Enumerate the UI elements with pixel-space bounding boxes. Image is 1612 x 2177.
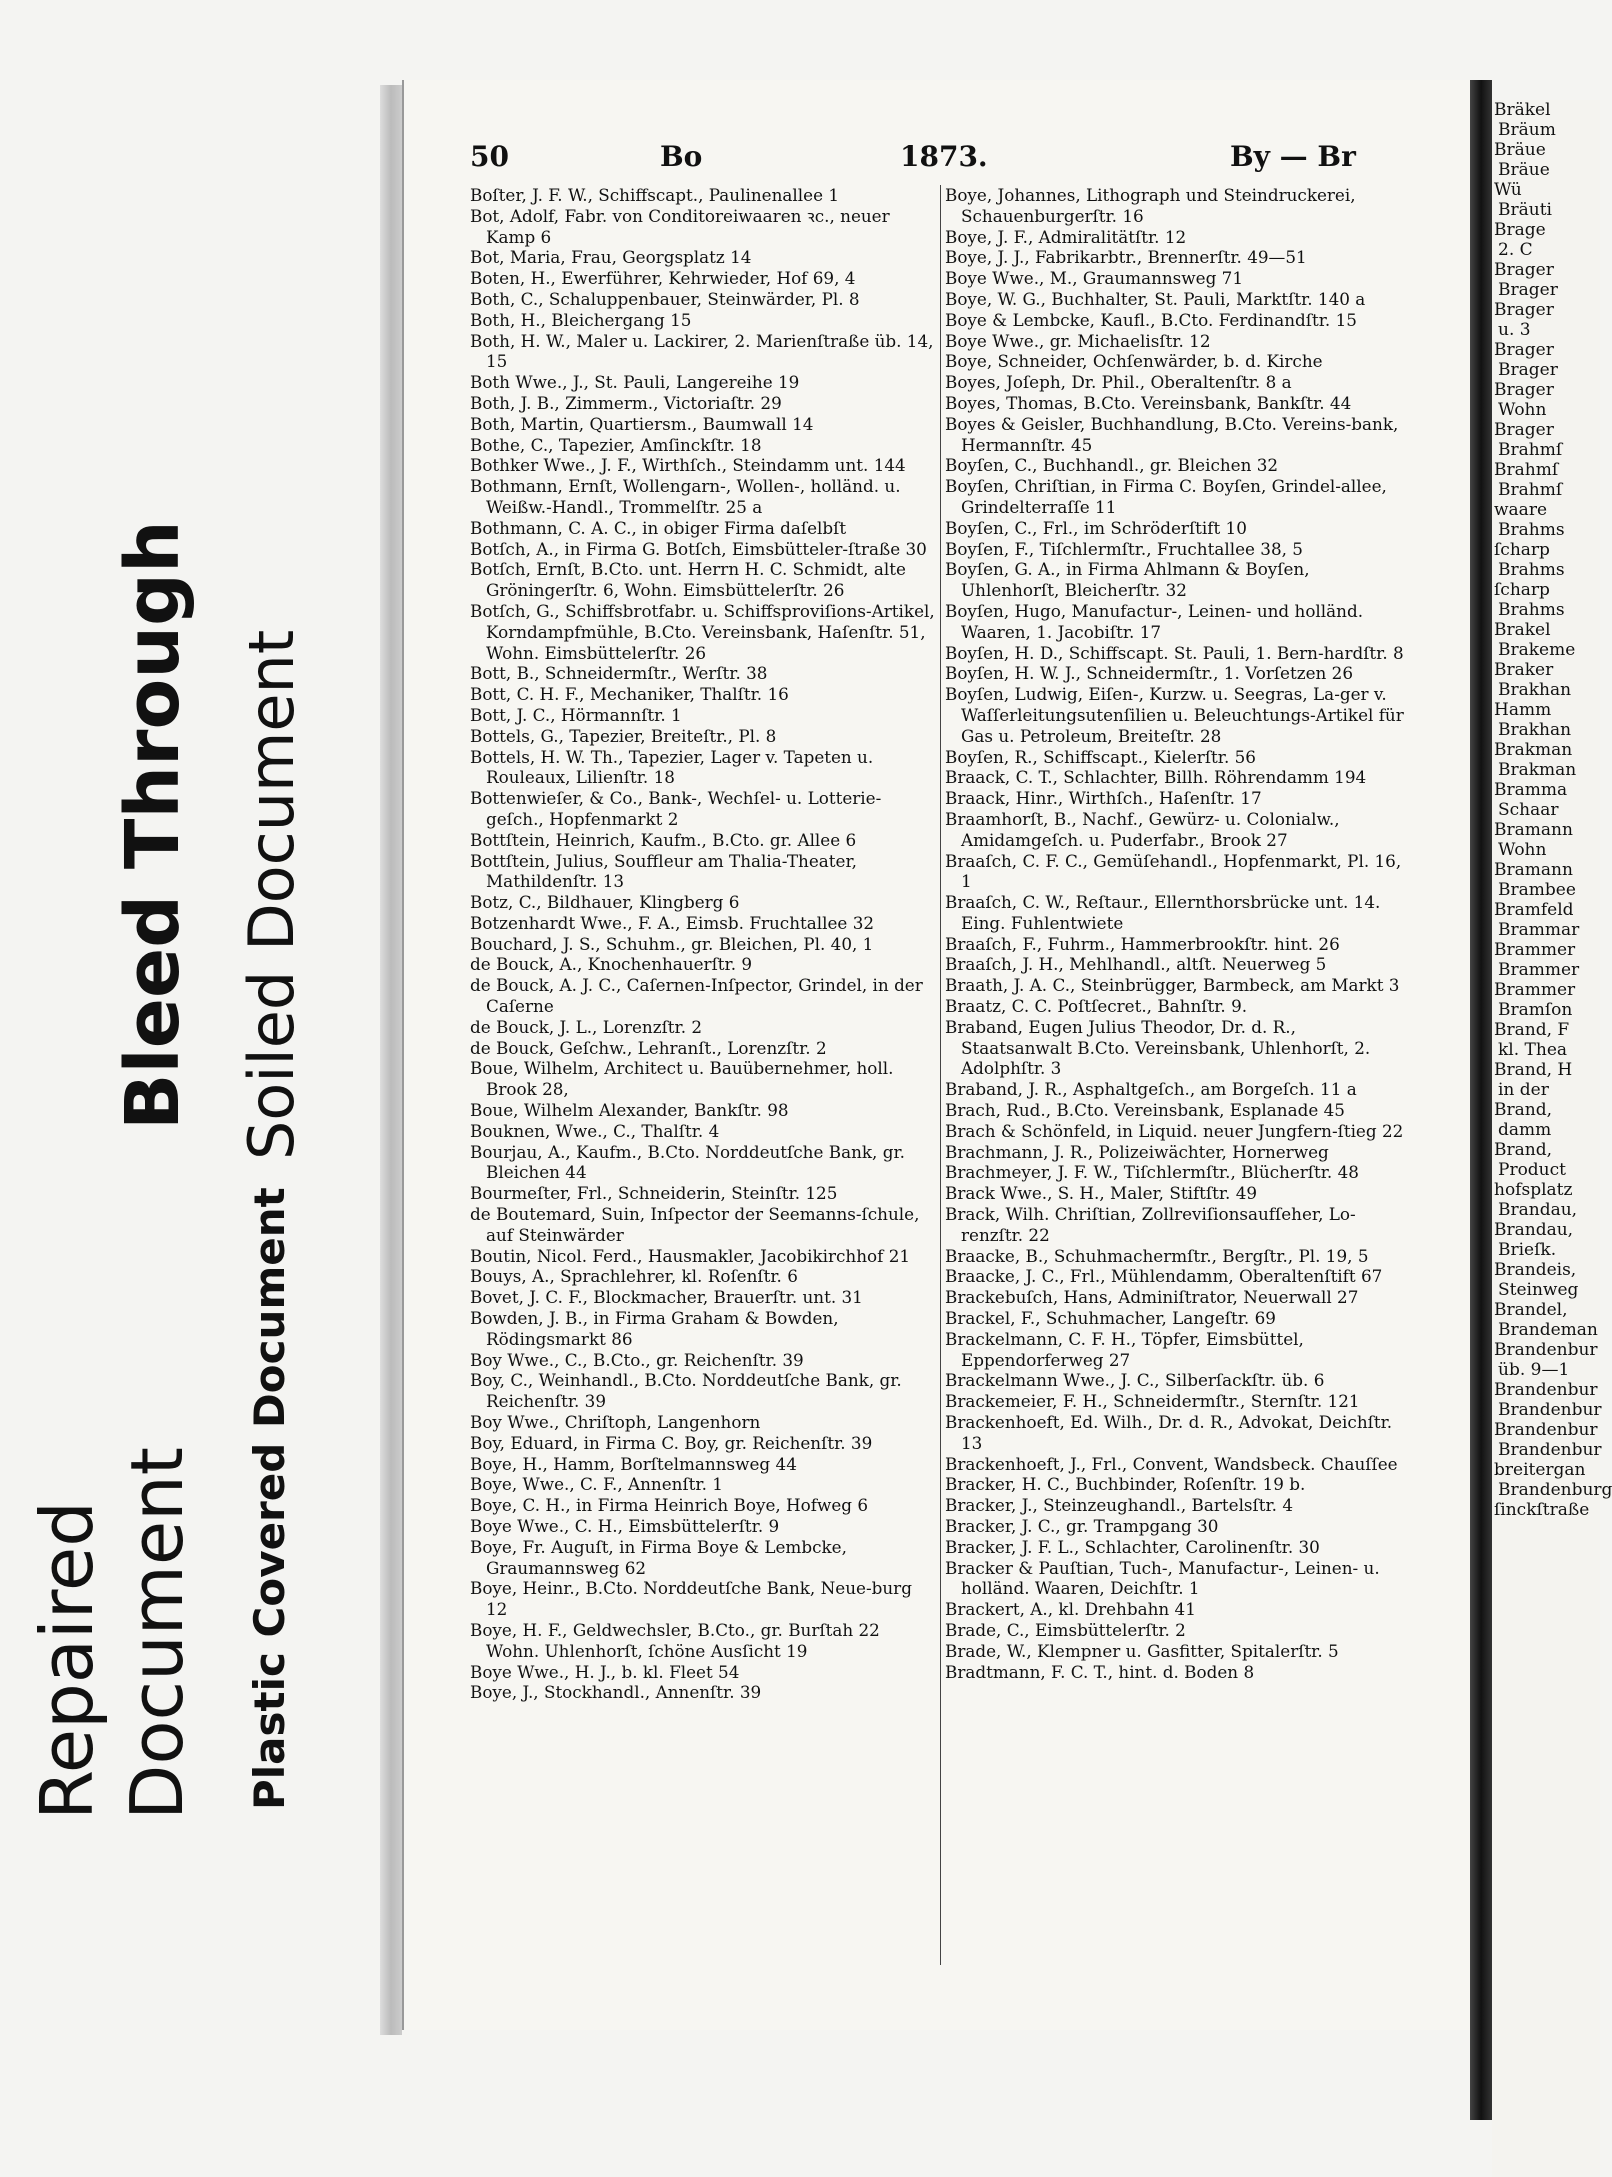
adjacent-page-text: u. 3 bbox=[1498, 320, 1531, 340]
adjacent-page-text: Bräum bbox=[1498, 120, 1556, 140]
directory-entry: Boyſen, H. W. J., Schneidermſtr., 1. Vorſetzen 26 bbox=[945, 663, 1353, 684]
adjacent-page-text: Brager bbox=[1494, 340, 1554, 360]
adjacent-page-text: Brammer bbox=[1494, 980, 1576, 1000]
directory-entry: Boyſen, G. A., in Firma Ahlmann & Boyſen, Uhlenhorſt, Bleicherſtr. 32 bbox=[945, 559, 1310, 601]
adjacent-page-text: Brammer bbox=[1494, 940, 1576, 960]
adjacent-page-text: Bramſon bbox=[1498, 1000, 1573, 1020]
directory-entry: Boye, J., Stockhandl., Annenſtr. 39 bbox=[470, 1682, 762, 1703]
directory-entry: Brack Wwe., S. H., Maler, Stiftſtr. 49 bbox=[945, 1183, 1258, 1204]
adjacent-page-text: Brambee bbox=[1498, 880, 1576, 900]
directory-entry: Bovet, J. C. F., Blockmacher, Brauerſtr. unt. 31 bbox=[470, 1287, 863, 1308]
adjacent-page-text: Brandenbur bbox=[1498, 1440, 1602, 1460]
directory-entry: Bottſtein, Heinrich, Kaufm., B.Cto. gr. Allee 6 bbox=[470, 829, 857, 850]
directory-entry: Boye Wwe., C. H., Eimsbüttelerſtr. 9 bbox=[470, 1516, 780, 1536]
directory-entry: Botz, C., Bildhauer, Klingberg 6 bbox=[470, 892, 740, 913]
adjacent-page-text: Hamm bbox=[1494, 700, 1552, 720]
adjacent-page-fragment bbox=[1492, 100, 1612, 2177]
directory-entry: Bouchard, J. S., Schuhm., gr. Bleichen, Pl. 40, 1 bbox=[470, 933, 874, 954]
adjacent-page-text: Braker bbox=[1494, 660, 1554, 680]
directory-entry: Boy Wwe., C., B.Cto., gr. Reichenſtr. 39 bbox=[470, 1349, 804, 1370]
label-plastic-covered-document: Plastic Covered Document bbox=[245, 1187, 294, 1810]
directory-entry: Brackert, A., kl. Drehbahn 41 bbox=[945, 1599, 1196, 1620]
adjacent-page-text: Schaar bbox=[1498, 800, 1559, 820]
directory-entry: Boyes, Thomas, B.Cto. Vereinsbank, Bankſtr. 44 bbox=[945, 392, 1352, 413]
directory-entry: Botſch, Ernſt, B.Cto. unt. Herrn H. C. Schmidt, alte Gröningerſtr. 6, Wohn. Eimsbüttelerſtr. 26 bbox=[470, 559, 906, 601]
directory-entry: Brachmann, J. R., Polizeiwächter, Hornerweg bbox=[945, 1141, 1329, 1162]
adjacent-page-text: Brammer bbox=[1498, 960, 1580, 980]
adjacent-page-text: Wohn bbox=[1498, 840, 1547, 860]
directory-entry: Bottels, H. W. Th., Tapezier, Lager v. Tapeten u. Rouleaux, Lilienſtr. 18 bbox=[470, 746, 874, 788]
page-header bbox=[470, 140, 1430, 180]
adjacent-page-text: Brager bbox=[1498, 360, 1558, 380]
directory-entry: de Bouck, Geſchw., Lehranſt., Lorenzſtr. 2 bbox=[470, 1037, 827, 1058]
directory-entry: Braath, J. A. C., Steinbrügger, Barmbeck, am Markt 3 bbox=[945, 975, 1400, 996]
adjacent-page-text: 2. C bbox=[1498, 240, 1533, 260]
directory-entry: Boten, H., Ewerführer, Kehrwieder, Hof 69, 4 bbox=[470, 268, 856, 289]
directory-entry: Boye, C. H., in Firma Heinrich Boye, Hofweg 6 bbox=[470, 1495, 869, 1516]
adjacent-page-text: Brakhan bbox=[1498, 680, 1572, 700]
directory-entry: Boye, Schneider, Ochſenwärder, b. d. Kirche bbox=[945, 351, 1323, 372]
directory-entry: Boyſen, F., Tiſchlermſtr., Fruchtallee 38, 5 bbox=[945, 538, 1303, 559]
left-running-head: Bo bbox=[660, 140, 703, 173]
label-bleed-through: Bleed Through bbox=[110, 520, 196, 1130]
directory-entry: Bottenwieſer, & Co., Bank-, Wechſel- u. Lotterie-geſch., Hopfenmarkt 2 bbox=[470, 788, 882, 829]
adjacent-page-text: waare bbox=[1494, 500, 1548, 520]
directory-entry: Braack, C. T., Schlachter, Billh. Röhrendamm 194 bbox=[945, 767, 1367, 788]
adjacent-page-text: Wohn bbox=[1498, 400, 1547, 420]
directory-entry: Boye, J. J., Fabrikarbtr., Brennerſtr. 49—51 bbox=[945, 247, 1307, 268]
adjacent-page-text: Brandel, bbox=[1494, 1300, 1568, 1320]
adjacent-page-text: Brammar bbox=[1498, 920, 1580, 940]
page-edge-shadow bbox=[380, 85, 402, 2035]
directory-entry: Boyes, Joſeph, Dr. Phil., Oberaltenſtr. 8 a bbox=[945, 372, 1292, 393]
directory-entry: Boye, H., Hamm, Borſtelmannsweg 44 bbox=[470, 1453, 797, 1474]
directory-entry: Boye, Wwe., C. F., Annenſtr. 1 bbox=[470, 1474, 723, 1495]
directory-entry: Bothker Wwe., J. F., Wirthſch., Steindamm unt. 144 bbox=[470, 455, 906, 476]
adjacent-page-text: Bramfeld bbox=[1494, 900, 1574, 920]
directory-entry: Bracker, J. C., gr. Trampgang 30 bbox=[945, 1516, 1219, 1536]
directory-entry: de Boutemard, Suin, Inſpector der Seemanns-ſchule, auf Steinwärder bbox=[470, 1204, 920, 1245]
directory-entry: Boutin, Nicol. Ferd., Hausmakler, Jacobikirchhof 21 bbox=[470, 1245, 911, 1266]
directory-entry: Brackebuſch, Hans, Adminiſtrator, Neuerwall 27 bbox=[945, 1287, 1359, 1308]
directory-entry: Brachmeyer, J. F. W., Tiſchlermſtr., Blücherſtr. 48 bbox=[945, 1162, 1359, 1183]
adjacent-page-text: Brakhan bbox=[1498, 720, 1572, 740]
directory-entry: Both, H. W., Maler u. Lackirer, 2. Marienſtraße üb. 14, 15 bbox=[470, 330, 934, 372]
directory-entry: Brach & Schönfeld, in Liquid. neuer Jungfern-ſtieg 22 bbox=[945, 1120, 1404, 1141]
directory-entry: Braaſch, C. F. C., Gemüſehandl., Hopfenmarkt, Pl. 16, 1 bbox=[945, 850, 1402, 892]
directory-entry: Boyſen, C., Buchhandl., gr. Bleichen 32 bbox=[945, 455, 1279, 476]
directory-entry: Boyes & Geisler, Buchhandlung, B.Cto. Vereins-bank, Hermannſtr. 45 bbox=[945, 413, 1399, 455]
adjacent-page-text: Brandenbur bbox=[1494, 1340, 1598, 1360]
book-gutter bbox=[1470, 80, 1492, 2120]
adjacent-page-text: Brahmſ bbox=[1498, 480, 1563, 500]
adjacent-page-text: Brandau, bbox=[1494, 1220, 1574, 1240]
adjacent-page-text: Bramann bbox=[1494, 820, 1573, 840]
directory-entry: Both, H., Bleichergang 15 bbox=[470, 309, 692, 330]
directory-entry: Boyſen, Ludwig, Eiſen-, Kurzw. u. Seegras, La-ger v. Waſſerleitungsutenſilien u. Beleuchtungs-Artikel für Gas u. Petroleum, Breiteſtr. 28 bbox=[945, 684, 1404, 746]
directory-entry: Bracker, H. C., Buchbinder, Roſenſtr. 19 b. bbox=[945, 1474, 1306, 1495]
directory-entry: Boy, C., Weinhandl., B.Cto. Norddeutſche Bank, gr. Reichenſtr. 39 bbox=[470, 1370, 902, 1412]
directory-entry: Braaſch, F., Fuhrm., Hammerbrookſtr. hint. 26 bbox=[945, 933, 1340, 954]
adjacent-page-text: hofsplatz bbox=[1494, 1180, 1573, 1200]
directory-entry: Boye, W. G., Buchhalter, St. Pauli, Marktſtr. 140 a bbox=[945, 288, 1366, 309]
directory-entry: Braacke, J. C., Frl., Mühlendamm, Oberaltenſtift 67 bbox=[945, 1266, 1383, 1287]
directory-entry: Brack, Wilh. Chriſtian, Zollreviſionsaufſeher, Lo-renzſtr. 22 bbox=[945, 1204, 1356, 1245]
directory-entry: Brackemeier, F. H., Schneidermſtr., Sternſtr. 121 bbox=[945, 1391, 1360, 1412]
directory-entry: Bothmann, C. A. C., in obiger Firma daſelbſt bbox=[470, 517, 847, 538]
directory-entry: Boſter, J. F. W., Schiffscapt., Paulinenallee 1 bbox=[470, 185, 840, 205]
directory-entry: Boyſen, Chriſtian, in Firma C. Boyſen, Grindel-allee, Grindelterraſſe 11 bbox=[945, 476, 1387, 517]
directory-entry: Both, C., Schaluppenbauer, Steinwärder, Pl. 8 bbox=[470, 288, 860, 309]
directory-entry: Bourmeſter, Frl., Schneiderin, Steinſtr. 125 bbox=[470, 1183, 838, 1204]
directory-entry: Brach, Rud., B.Cto. Vereinsbank, Esplanade 45 bbox=[945, 1100, 1345, 1121]
directory-entry: Boye, Heinr., B.Cto. Norddeutſche Bank, Neue-burg 12 bbox=[470, 1578, 912, 1620]
directory-entry: Brade, C., Eimsbüttelerſtr. 2 bbox=[945, 1619, 1186, 1640]
directory-entry: Boyſen, Hugo, Manufactur-, Leinen- und holländ. Waaren, 1. Jacobiſtr. 17 bbox=[945, 600, 1364, 642]
adjacent-page-text: Bramann bbox=[1494, 860, 1573, 880]
directory-entry: Brackenhoeft, Ed. Wilh., Dr. d. R., Advokat, Deichſtr. 13 bbox=[945, 1412, 1393, 1453]
directory-entry: Brackenhoeft, J., Frl., Convent, Wandsbeck. Chauſſee bbox=[945, 1453, 1398, 1474]
adjacent-page-text: ſcharp bbox=[1494, 580, 1550, 600]
directory-entry: Bracker, J. F. L., Schlachter, Carolinenſtr. 30 bbox=[945, 1536, 1320, 1557]
adjacent-page-text: Brager bbox=[1494, 380, 1554, 400]
directory-entry: Boy Wwe., Chriſtoph, Langenhorn bbox=[470, 1412, 761, 1433]
directory-entry: Botſch, G., Schiffsbrotfabr. u. Schiffsproviſions-Artikel, Korndampfmühle, B.Cto. Vereinsbank, Haſenſtr. 51, Wohn. Eimsbüttelerſtr. 26 bbox=[470, 600, 935, 663]
directory-entry: Boye, H. F., Geldwechsler, B.Cto., gr. Burſtah 22 Wohn. Uhlenhorſt, ſchöne Ausſicht 19 bbox=[470, 1619, 880, 1661]
adjacent-page-text: Brandenbur bbox=[1494, 1420, 1598, 1440]
directory-entry: Braaſch, C. W., Reſtaur., Ellernthorsbrücke unt. 14. Eing. Fuhlentwiete bbox=[945, 892, 1381, 933]
page-number: 50 bbox=[470, 140, 509, 173]
adjacent-page-text: Brand, bbox=[1494, 1140, 1552, 1160]
adjacent-page-text: Brand, H bbox=[1494, 1060, 1573, 1080]
directory-entry: Bottſtein, Julius, Souffleur am Thalia-Theater, Mathildenſtr. 13 bbox=[470, 850, 857, 892]
directory-entry: Boyſen, C., Frl., im Schröderſtift 10 bbox=[945, 517, 1247, 538]
adjacent-page-text: Brahms bbox=[1498, 560, 1565, 580]
left-column bbox=[470, 185, 935, 1703]
adjacent-page-text: üb. 9—1 bbox=[1498, 1360, 1570, 1380]
directory-entry: Braaſch, J. H., Mehlhandl., altſt. Neuerweg 5 bbox=[945, 954, 1327, 975]
adjacent-page-text: Brager bbox=[1498, 280, 1558, 300]
directory-entry: Braband, J. R., Asphaltgeſch., am Borgeſch. 11 a bbox=[945, 1079, 1357, 1100]
directory-entry: Bot, Maria, Frau, Georgsplatz 14 bbox=[470, 247, 752, 268]
directory-entry: Boue, Wilhelm Alexander, Bankſtr. 98 bbox=[470, 1100, 789, 1121]
directory-entry: Bradtmann, F. C. T., hint. d. Boden 8 bbox=[945, 1661, 1255, 1682]
directory-entry: Boye Wwe., M., Graumannsweg 71 bbox=[945, 268, 1244, 289]
adjacent-page-text: Brakeme bbox=[1498, 640, 1576, 660]
directory-entry: Brackel, F., Schuhmacher, Langeſtr. 69 bbox=[945, 1308, 1276, 1329]
directory-entry: Boyſen, R., Schiffscapt., Kielerſtr. 56 bbox=[945, 746, 1256, 767]
directory-entry: Bothe, C., Tapezier, Amſinckſtr. 18 bbox=[470, 434, 762, 455]
adjacent-page-text: Brandeis, bbox=[1494, 1260, 1577, 1280]
directory-entry: Boye Wwe., H. J., b. kl. Fleet 54 bbox=[470, 1661, 740, 1682]
adjacent-page-text: Brandeman bbox=[1498, 1320, 1598, 1340]
adjacent-page-text: in der bbox=[1498, 1080, 1549, 1100]
directory-entry: Botſch, A., in Firma G. Botſch, Eimsbütteler-ſtraße 30 bbox=[470, 538, 927, 559]
adjacent-page-text: breitergan bbox=[1494, 1460, 1586, 1480]
adjacent-page-text: Brand, F bbox=[1494, 1020, 1570, 1040]
directory-entry: Bracker & Pauſtian, Tuch-, Manufactur-, Leinen- u. holländ. Waaren, Deichſtr. 1 bbox=[945, 1557, 1380, 1599]
adjacent-page-text: Brager bbox=[1494, 260, 1554, 280]
directory-entry: Braacke, B., Schuhmachermſtr., Bergſtr., Pl. 19, 5 bbox=[945, 1245, 1369, 1266]
directory-entry: Brackelmann Wwe., J. C., Silberſackſtr. üb. 6 bbox=[945, 1370, 1325, 1391]
directory-entry: Boye Wwe., gr. Michaelisſtr. 12 bbox=[945, 330, 1211, 351]
directory-entry: Boye, Fr. Auguſt, in Firma Boye & Lembcke, Graumannsweg 62 bbox=[470, 1536, 847, 1578]
directory-entry: Both, Martin, Quartiersm., Baumwall 14 bbox=[470, 413, 814, 434]
right-column bbox=[945, 185, 1410, 1682]
adjacent-page-text: Product bbox=[1498, 1160, 1566, 1180]
adjacent-page-text: Brager bbox=[1494, 420, 1554, 440]
directory-entry: Bot, Adolf, Fabr. von Conditoreiwaaren ꝛc., neuer Kamp 6 bbox=[470, 205, 890, 247]
adjacent-page-text: Steinweg bbox=[1498, 1280, 1579, 1300]
adjacent-page-text: Bräue bbox=[1498, 160, 1550, 180]
adjacent-page-text: damm bbox=[1498, 1120, 1552, 1140]
directory-entry: Braamhorſt, B., Nachf., Gewürz- u. Colonialw., Amidamgeſch. u. Puderfabr., Brook 27 bbox=[945, 808, 1340, 850]
directory-entry: Bracker, J., Steinzeughandl., Bartelsſtr. 4 bbox=[945, 1495, 1294, 1516]
adjacent-page-text: Brager bbox=[1494, 300, 1554, 320]
directory-entry: Boy, Eduard, in Firma C. Boy, gr. Reichenſtr. 39 bbox=[470, 1432, 873, 1453]
adjacent-page-text: Brahms bbox=[1498, 600, 1565, 620]
directory-entry: Brackelmann, C. F. H., Töpfer, Eimsbüttel, Eppendorferweg 27 bbox=[945, 1328, 1304, 1370]
adjacent-page-text: ſcharp bbox=[1494, 540, 1550, 560]
adjacent-page-text: Brahmſ bbox=[1498, 440, 1563, 460]
adjacent-page-text: Brand, bbox=[1494, 1100, 1552, 1120]
adjacent-page-text: Wü bbox=[1494, 180, 1522, 200]
directory-entry: Bowden, J. B., in Firma Graham & Bowden, Rödingsmarkt 86 bbox=[470, 1308, 839, 1349]
adjacent-page-text: Brandenbur bbox=[1494, 1380, 1598, 1400]
directory-entry: Bott, J. C., Hörmannſtr. 1 bbox=[470, 704, 682, 725]
directory-entry: Brade, W., Klempner u. Gasfitter, Spitalerſtr. 5 bbox=[945, 1640, 1339, 1661]
directory-entry: Boye & Lembcke, Kaufl., B.Cto. Ferdinandſtr. 15 bbox=[945, 309, 1357, 330]
right-running-head: By — Br bbox=[1230, 140, 1356, 173]
directory-entry: Boyſen, H. D., Schiffscapt. St. Pauli, 1. Bern-hardſtr. 8 bbox=[945, 642, 1404, 663]
adjacent-page-text: kl. Thea bbox=[1498, 1040, 1568, 1060]
directory-entry: Bourjau, A., Kaufm., B.Cto. Norddeutſche Bank, gr. Bleichen 44 bbox=[470, 1141, 905, 1183]
directory-entry: Braband, Eugen Julius Theodor, Dr. d. R., Staatsanwalt B.Cto. Vereinsbank, Uhlenhorſt, 2. Adolphſtr. 3 bbox=[945, 1016, 1371, 1079]
adjacent-page-text: ſinckſtraße bbox=[1494, 1500, 1590, 1520]
adjacent-page-text: Bramma bbox=[1494, 780, 1568, 800]
year-heading: 1873. bbox=[900, 140, 988, 173]
adjacent-page-text: Brakman bbox=[1498, 760, 1577, 780]
label-soiled-document: Soiled Document bbox=[235, 629, 308, 1160]
label-repaired-line1: Repaired bbox=[25, 1501, 109, 1820]
directory-entry: Braatz, C. C. Poſtſecret., Bahnſtr. 9. bbox=[945, 996, 1248, 1017]
directory-entry: de Bouck, A., Knochenhauerſtr. 9 bbox=[470, 954, 753, 975]
directory-entry: Both, J. B., Zimmerm., Victoriaſtr. 29 bbox=[470, 392, 782, 413]
directory-entry: Bouknen, Wwe., C., Thalſtr. 4 bbox=[470, 1120, 720, 1141]
adjacent-page-text: Bräue bbox=[1494, 140, 1546, 160]
adjacent-page-text: Brahmſ bbox=[1494, 460, 1559, 480]
directory-entry: Boye, Johannes, Lithograph und Steindruckerei, Schauenburgerſtr. 16 bbox=[945, 185, 1356, 226]
column-divider bbox=[940, 185, 941, 1965]
directory-entry: Bothmann, Ernſt, Wollengarn-, Wollen-, holländ. u. Weißw.-Handl., Trommelſtr. 25 a bbox=[470, 476, 901, 517]
adjacent-page-text: Brandenburg bbox=[1498, 1480, 1612, 1500]
adjacent-page-text: Brandenbur bbox=[1498, 1400, 1602, 1420]
adjacent-page-text: Brage bbox=[1494, 220, 1546, 240]
directory-entry: Botzenhardt Wwe., F. A., Eimsb. Fruchtallee 32 bbox=[470, 912, 875, 933]
adjacent-page-text: Brakman bbox=[1494, 740, 1573, 760]
adjacent-page-text: Brakel bbox=[1494, 620, 1551, 640]
label-repaired-line2: Document bbox=[115, 1446, 199, 1820]
directory-entry: Boue, Wilhelm, Architect u. Bauübernehmer, holl. Brook 28, bbox=[470, 1058, 894, 1100]
directory-entry: de Bouck, J. L., Lorenzſtr. 2 bbox=[470, 1016, 703, 1037]
adjacent-page-text: Bräkel bbox=[1494, 100, 1551, 120]
directory-entry: Bottels, G., Tapezier, Breiteſtr., Pl. 8 bbox=[470, 725, 777, 746]
directory-entry: Bouys, A., Sprachlehrer, kl. Roſenſtr. 6 bbox=[470, 1266, 798, 1287]
directory-entry: Bott, C. H. F., Mechaniker, Thalſtr. 16 bbox=[470, 684, 789, 705]
scan-condition-labels bbox=[0, 0, 380, 2177]
adjacent-page-text: Bräuti bbox=[1498, 200, 1552, 220]
directory-entry: Bott, B., Schneidermſtr., Werſtr. 38 bbox=[470, 663, 768, 684]
directory-entry: de Bouck, A. J. C., Caſernen-Inſpector, Grindel, in der Caſerne bbox=[470, 975, 923, 1017]
adjacent-page-text: Brieſk. bbox=[1498, 1240, 1557, 1260]
directory-entry: Boye, J. F., Admiralitätſtr. 12 bbox=[945, 226, 1187, 247]
adjacent-page-text: Brahms bbox=[1498, 520, 1565, 540]
directory-entry: Both Wwe., J., St. Pauli, Langereihe 19 bbox=[470, 372, 800, 393]
adjacent-page-text: Brandau, bbox=[1498, 1200, 1578, 1220]
directory-entry: Braack, Hinr., Wirthſch., Haſenſtr. 17 bbox=[945, 788, 1262, 809]
